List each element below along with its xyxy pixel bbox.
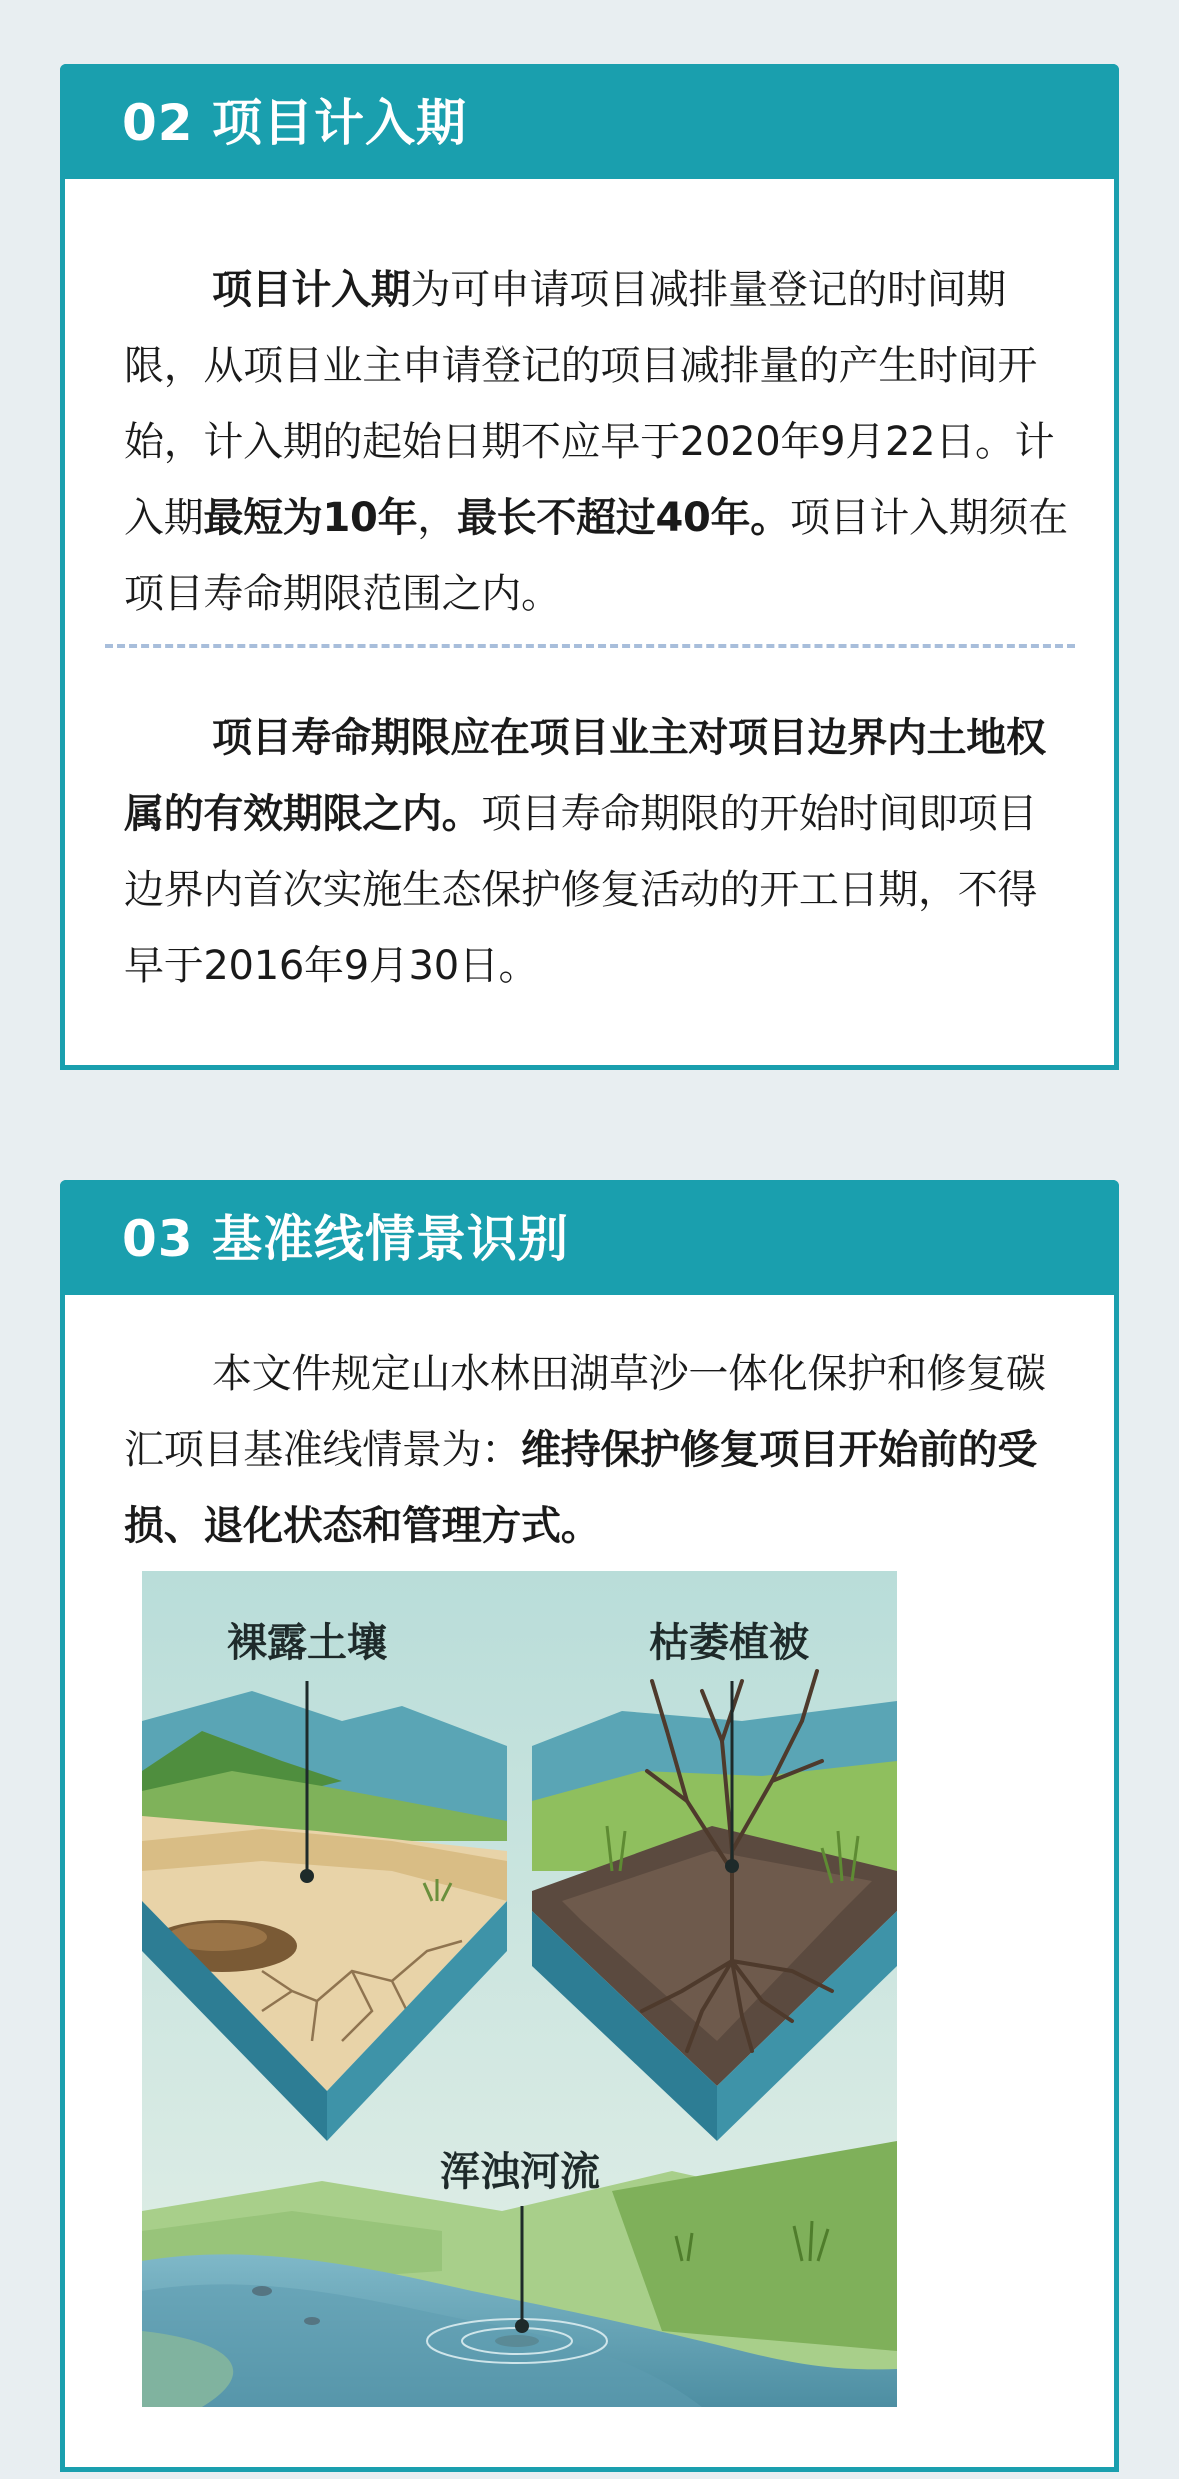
callout-dot-withered bbox=[725, 1859, 739, 1873]
section-03-header bbox=[60, 1180, 1119, 1295]
label-bare-soil: 裸露土壤 bbox=[227, 1620, 387, 1666]
section-02-header bbox=[60, 64, 1119, 179]
dashed-divider bbox=[105, 644, 1075, 648]
section-02-title: 02 项目计入期 bbox=[122, 94, 467, 152]
label-withered-vegetation: 枯萎植被 bbox=[649, 1620, 809, 1666]
section-03-title: 03 基准线情景识别 bbox=[122, 1210, 569, 1268]
label-turbid-river: 浑浊河流 bbox=[440, 2149, 600, 2195]
callout-dot-river bbox=[515, 2319, 529, 2333]
term-crediting-period: 项目计入期 bbox=[212, 267, 411, 313]
section-03-paragraph-1: 本文件规定山水林田湖草沙一体化保护和修复碳汇项目基准线情景为：维持保护修复项目开始前的受损、退化状态和管理方式。 bbox=[124, 1351, 1046, 1549]
section-02-paragraph-2: 项目寿命期限应在项目业主对项目边界内土地权属的有效期限之内。项目寿命期限的开始时间即项目边界内首次实施生态保护修复活动的开工日期，不得早于2016年9月30日。 bbox=[124, 715, 1046, 989]
callout-dot-bare-soil bbox=[300, 1869, 314, 1883]
section-02-card bbox=[60, 64, 1119, 1070]
baseline-illustration bbox=[142, 1571, 897, 2407]
section-02-paragraph-1: 项目计入期为可申请项目减排量登记的时间期限，从项目业主申请登记的项目减排量的产生时间开始，计入期的起始日期不应早于2020年9月22日。计入期最短为10年，最长不超过40年。项目计入期须在项目寿命期限范围之内。 bbox=[124, 267, 1068, 617]
